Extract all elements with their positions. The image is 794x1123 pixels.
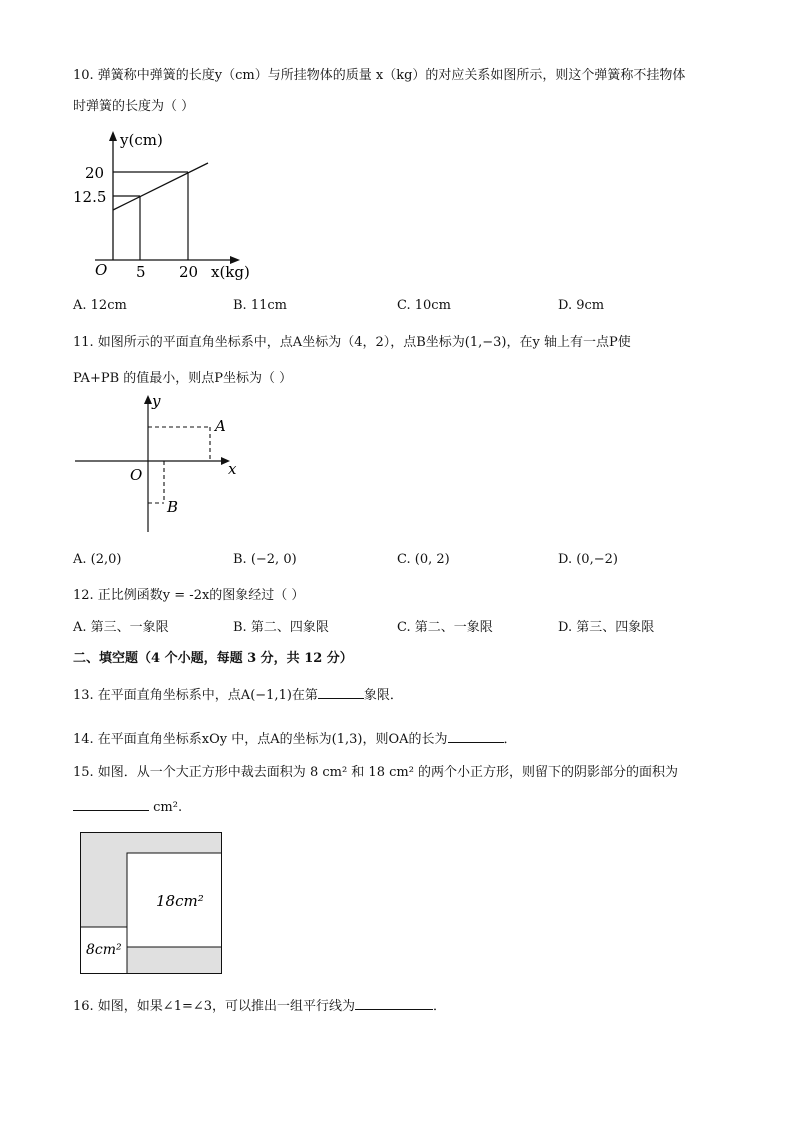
q14-text-after: ．	[503, 732, 517, 747]
q11-point-b: B	[167, 498, 179, 516]
q11-origin: O	[130, 466, 143, 484]
q11-option-c: C. (0, 2)	[397, 552, 450, 567]
q12-stem: 12. 正比例函数y = -2x的图象经过（ ）	[73, 588, 305, 603]
q12-option-a: A. 第三、一象限	[73, 620, 169, 635]
q15-stem-line1: 15. 如图．从一个大正方形中裁去面积为 8 cm² 和 18 cm² 的两个小正方形，则留下的阴影部分的面积为	[73, 765, 679, 780]
q15-small-square-label: 8cm²	[86, 942, 122, 958]
q14-answer-blank[interactable]	[448, 729, 504, 743]
q10-option-b: B. 11cm	[233, 298, 287, 313]
q10-x-label: x(kg)	[211, 263, 250, 281]
q11-point-a: A	[215, 417, 226, 435]
q11-stem-line1: 11. 如图所示的平面直角坐标系中，点A坐标为（4，2），点B坐标为(1,−3)，在y 轴上有一点P使	[73, 335, 631, 350]
q11-stem-line2: PA+PB 的值最小，则点P坐标为（ ）	[73, 371, 293, 386]
q10-x-tick-20: 20	[179, 263, 199, 281]
q10-stem-line1: 10. 弹簧称中弹簧的长度y（cm）与所挂物体的质量 x（kg）的对应关系如图所示，则这个弹簧称不挂物体	[73, 68, 686, 83]
q10-y-tick-20: 20	[85, 164, 105, 182]
q10-origin: O	[95, 261, 108, 279]
q15-unit: cm².	[153, 800, 183, 815]
q16-text: 16. 如图，如果∠1=∠3，可以推出一组平行线为	[73, 999, 356, 1014]
q10-option-a: A. 12cm	[73, 298, 127, 313]
q16	[73, 996, 446, 1015]
q15-answer-blank[interactable]	[73, 797, 149, 811]
q11-y-label: y	[152, 392, 161, 410]
q11-option-b: B. (−2, 0)	[233, 552, 297, 567]
q14	[73, 729, 517, 748]
q15-figure	[80, 832, 222, 974]
q16-answer-blank[interactable]	[355, 996, 433, 1010]
q12-option-c: C. 第二、一象限	[397, 620, 493, 635]
q13-answer-blank[interactable]	[318, 685, 364, 699]
section-title: 二、填空题（4 个小题，每题 3 分，共 12 分）	[73, 651, 353, 666]
q13-text: 13. 在平面直角坐标系中，点A(−1,1)在第	[73, 688, 318, 703]
q11-option-a: A. (2,0)	[73, 552, 122, 567]
q12-option-d: D. 第三、四象限	[558, 620, 655, 635]
q11-option-d: D. (0,−2)	[558, 552, 618, 567]
q15-large-square-label: 18cm²	[156, 892, 204, 910]
q13-text-after: 象限．	[363, 688, 403, 703]
q15-stem-line2	[73, 797, 182, 816]
q10-option-c: C. 10cm	[397, 298, 451, 313]
q12-option-b: B. 第二、四象限	[233, 620, 329, 635]
q10-graph	[70, 125, 270, 285]
q10-y-label: y(cm)	[120, 131, 163, 149]
q16-text-after: ．	[433, 999, 447, 1014]
q10-stem-line2: 时弹簧的长度为（ ）	[73, 99, 195, 114]
q13	[73, 685, 403, 704]
q10-option-d: D. 9cm	[558, 298, 605, 313]
q14-text: 14. 在平面直角坐标系xOy 中，点A的坐标为(1,3)，则OA的长为	[73, 732, 448, 747]
q11-graph	[70, 390, 250, 540]
q11-x-label: x	[228, 460, 237, 478]
q10-x-tick-5: 5	[136, 263, 146, 281]
q10-y-tick-12-5: 12.5	[73, 188, 107, 206]
